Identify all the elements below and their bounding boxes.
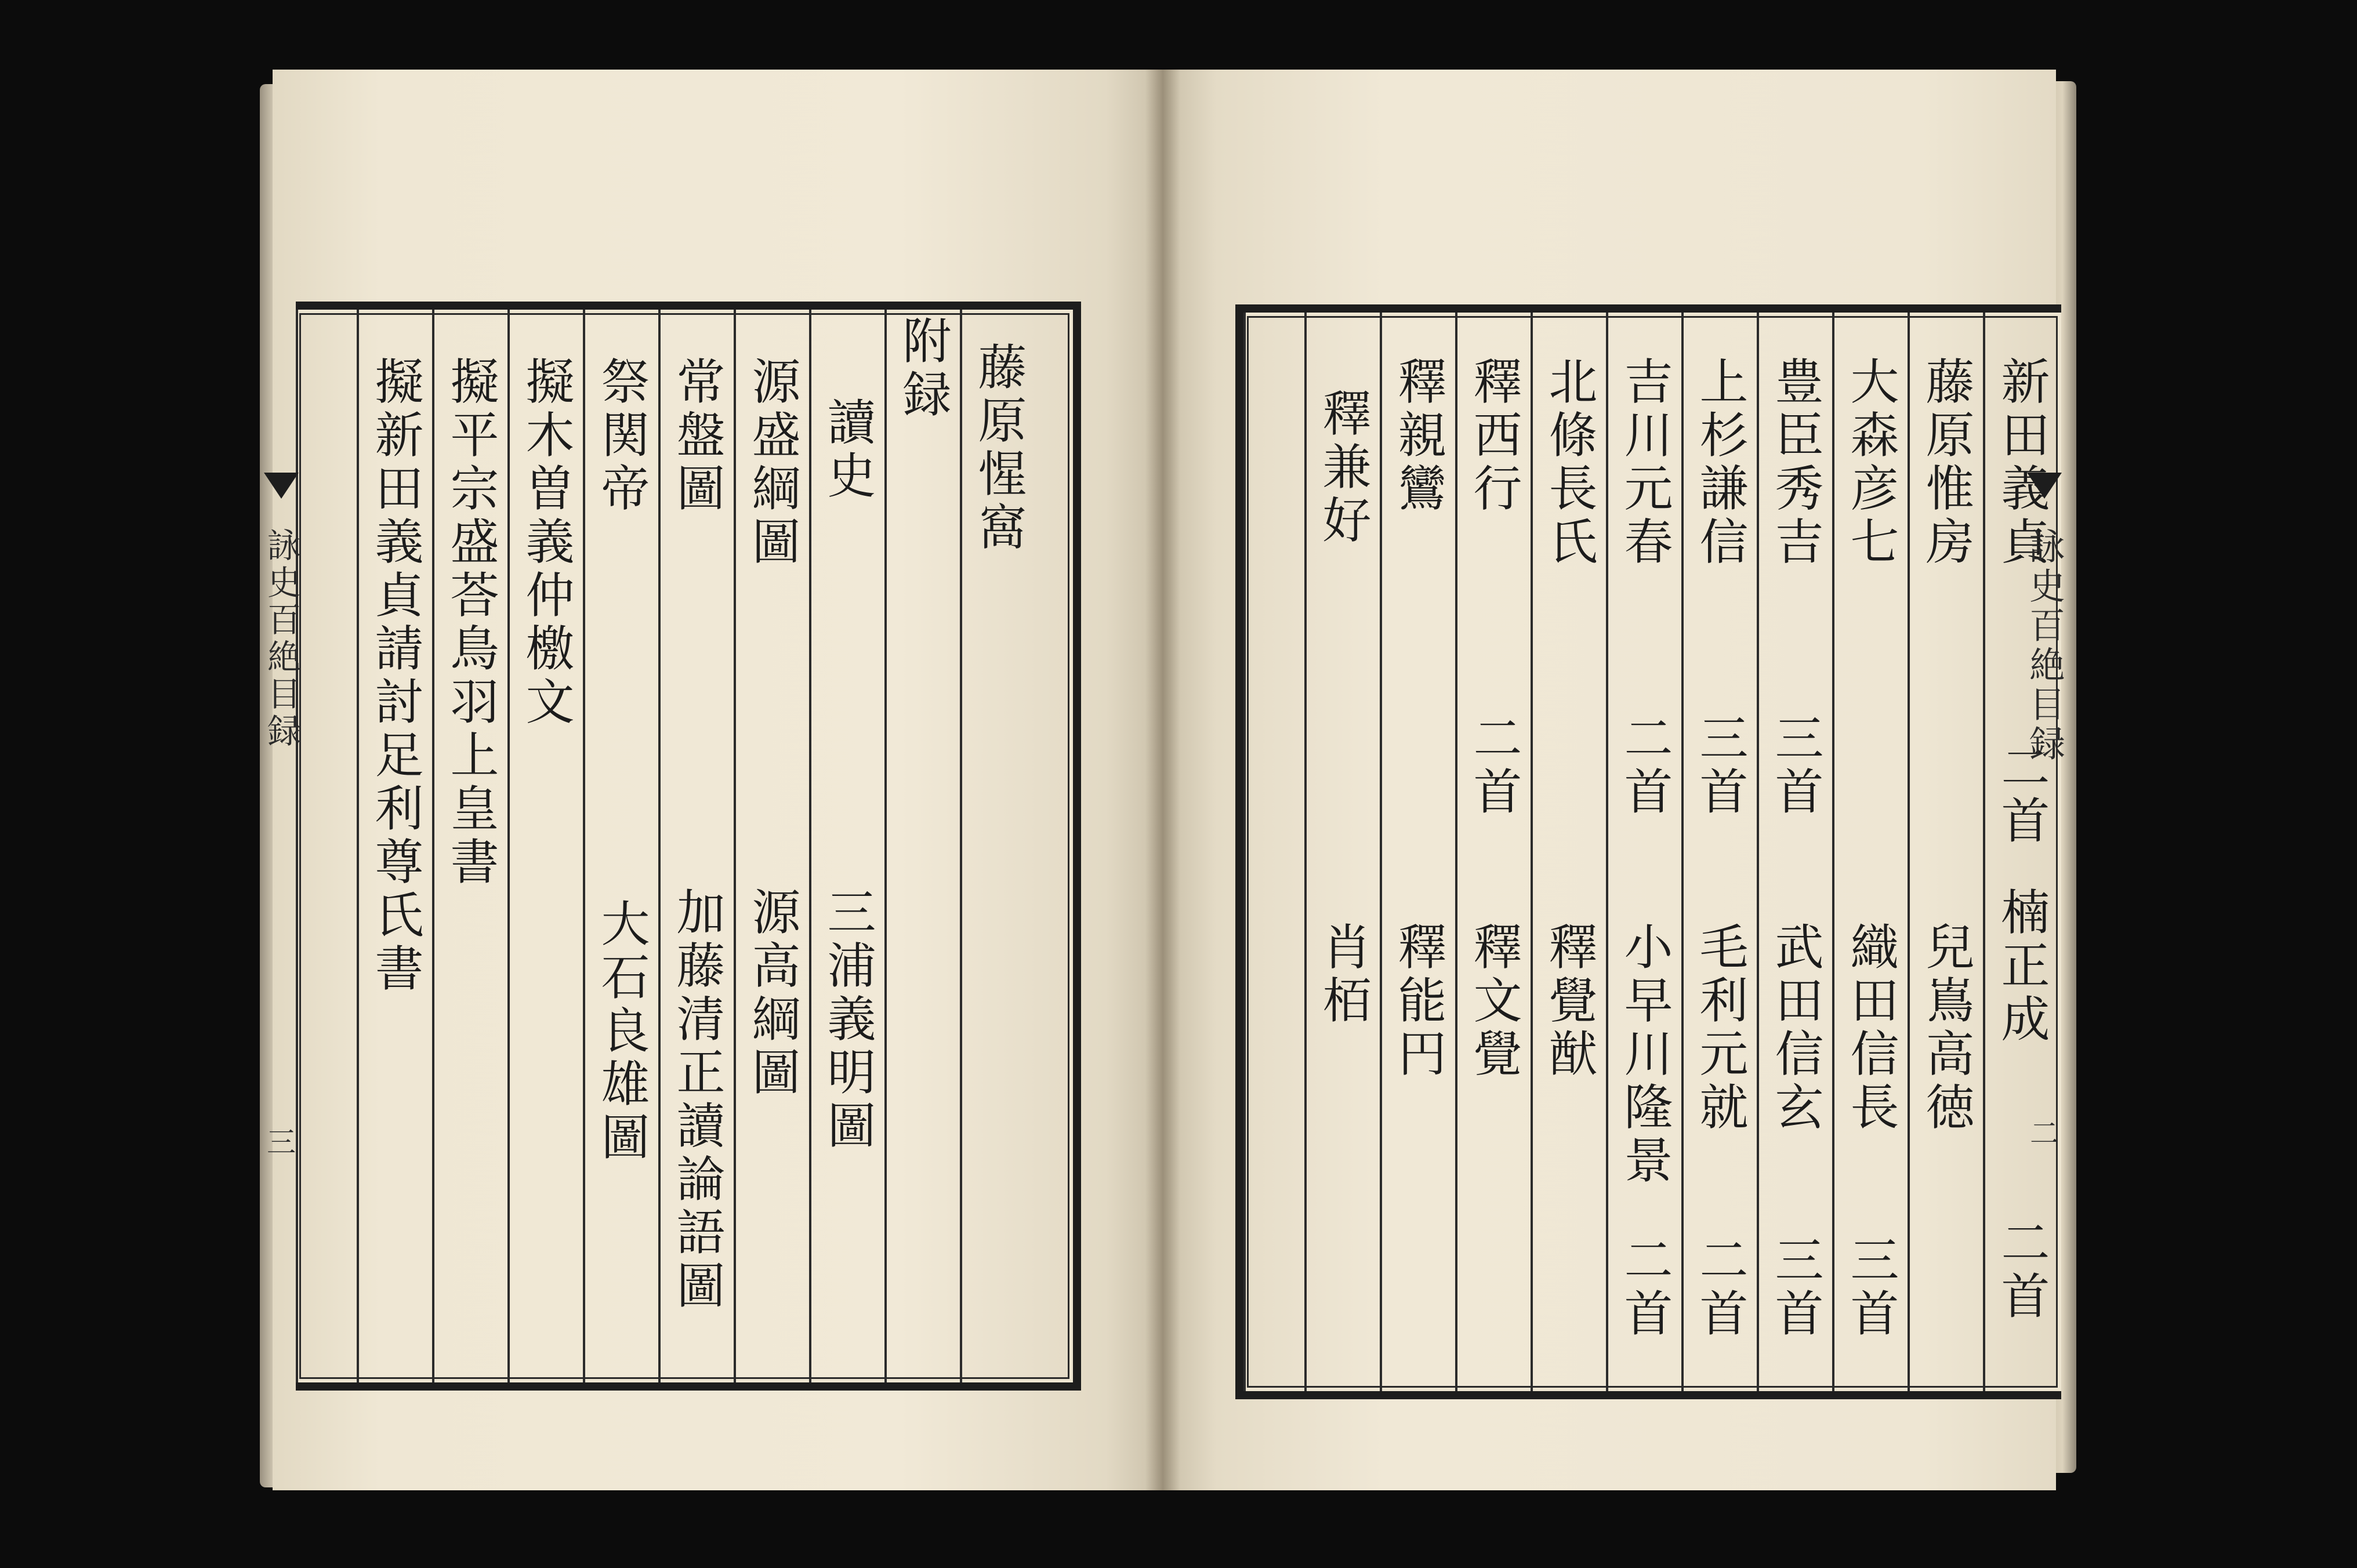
left-col-1: [884, 310, 960, 1382]
right-col-1-text-a: 藤原惟房: [1918, 356, 1975, 569]
right-col-5-text-c: 小早川隆景: [1616, 921, 1673, 1188]
right-col-0-text-c: 楠正成: [1993, 887, 2050, 1047]
right-fore-edge-number: 二: [2030, 1117, 2059, 1150]
right-col-1-text-c: 兒嶌高徳: [1918, 921, 1975, 1135]
right-col-7-text-c: 釋文覺: [1466, 921, 1522, 1081]
left-col-8: [357, 310, 432, 1382]
right-col-5-text-b: 二首: [1616, 713, 1673, 819]
right-col-10: [1243, 313, 1304, 1391]
left-col-7: [432, 310, 507, 1382]
right-col-7: [1455, 313, 1531, 1391]
right-col-5: [1606, 313, 1681, 1391]
right-col-2: [1832, 313, 1908, 1391]
right-col-4: [1681, 313, 1757, 1391]
right-col-8-text-a: 釋親鸞: [1390, 356, 1447, 516]
left-col-3-text-b: 源高綱圖: [744, 887, 801, 1100]
right-col-0-text-d: 二首: [1993, 1217, 2050, 1324]
right-col-3-text-b: 三首: [1767, 713, 1824, 819]
left-fore-edge-number: 三: [267, 1126, 296, 1159]
right-col-4-text-b: 三首: [1692, 713, 1749, 819]
left-col-5-text-a: 祭関帝: [593, 356, 650, 516]
right-col-3-text-c: 武田信玄: [1767, 921, 1824, 1135]
left-fore-edge-title: 詠史百絶目録: [262, 528, 301, 750]
right-col-5-text-a: 吉川元春: [1616, 356, 1673, 569]
left-col-4-text-a: 常盤圖: [669, 356, 726, 516]
right-col-7-text-a: 釋西行: [1466, 356, 1522, 516]
left-col-5: [583, 310, 658, 1382]
right-col-9-text-c: 肖栢: [1315, 921, 1372, 1028]
right-page-frame: [1235, 304, 2061, 1399]
left-col-4: [658, 310, 734, 1382]
left-col-6: [507, 310, 583, 1382]
left-col-0-text: 藤原惺窩: [970, 342, 1027, 555]
right-col-4-text-d: 二首: [1692, 1235, 1749, 1341]
right-col-1: [1908, 313, 1983, 1391]
left-col-9: [296, 310, 357, 1382]
left-col-7-text: 擬平宗盛荅鳥羽上皇書: [443, 356, 499, 890]
left-col-2-text-b: 三浦義明圖: [819, 887, 876, 1153]
left-col-8-text: 擬新田義貞請討足利尊氏書: [367, 356, 424, 996]
right-fore-edge-strip: [2024, 481, 2065, 1206]
book-gutter: [1145, 70, 1180, 1490]
right-col-6: [1531, 313, 1606, 1391]
right-col-6-text-c: 釋覺猷: [1541, 921, 1598, 1081]
left-col-5-text-b: 大石良雄圖: [593, 898, 650, 1165]
right-col-3-text-a: 豊臣秀吉: [1767, 356, 1824, 569]
right-col-2-text-a: 大森彦七: [1843, 356, 1899, 569]
right-col-7-text-b: 二首: [1466, 713, 1522, 819]
right-col-0-text-b: 二首: [1993, 742, 2050, 848]
right-col-4-text-c: 毛利元就: [1692, 921, 1749, 1135]
left-col-3-text-a: 源盛綱圖: [744, 356, 801, 569]
right-col-2-text-d: 三首: [1843, 1235, 1899, 1341]
left-fore-edge-strip: [264, 481, 299, 1177]
left-fish-tail-top: [264, 473, 299, 499]
left-col-2: [809, 310, 884, 1382]
right-col-8-text-c: 釋能円: [1390, 921, 1447, 1081]
left-col-2-text-a: 讀史: [819, 397, 876, 503]
right-col-8: [1380, 313, 1455, 1391]
left-col-1-text: 附録: [895, 315, 952, 422]
right-col-5-text-d: 二首: [1616, 1235, 1673, 1341]
left-col-0: [960, 310, 1035, 1382]
right-col-0-text-a: 新田義貞: [1993, 356, 2050, 569]
right-col-6-text-a: 北條長氏: [1541, 356, 1598, 569]
left-col-4-text-b: 加藤清正讀論語圖: [669, 887, 726, 1313]
left-col-3: [734, 310, 809, 1382]
right-col-3: [1757, 313, 1832, 1391]
left-page-frame: [296, 302, 1081, 1391]
right-col-9: [1304, 313, 1380, 1391]
right-col-9-text-a: 釋兼好: [1315, 388, 1372, 548]
right-col-2-text-c: 織田信長: [1843, 921, 1899, 1135]
right-col-4-text-a: 上杉謙信: [1692, 356, 1749, 569]
right-fore-edge-title: 詠史百絶目録: [2023, 528, 2066, 764]
left-col-6-text: 擬木曽義仲檄文: [518, 356, 575, 729]
right-col-3-text-d: 三首: [1767, 1235, 1824, 1341]
right-fish-tail-top: [2027, 473, 2062, 499]
